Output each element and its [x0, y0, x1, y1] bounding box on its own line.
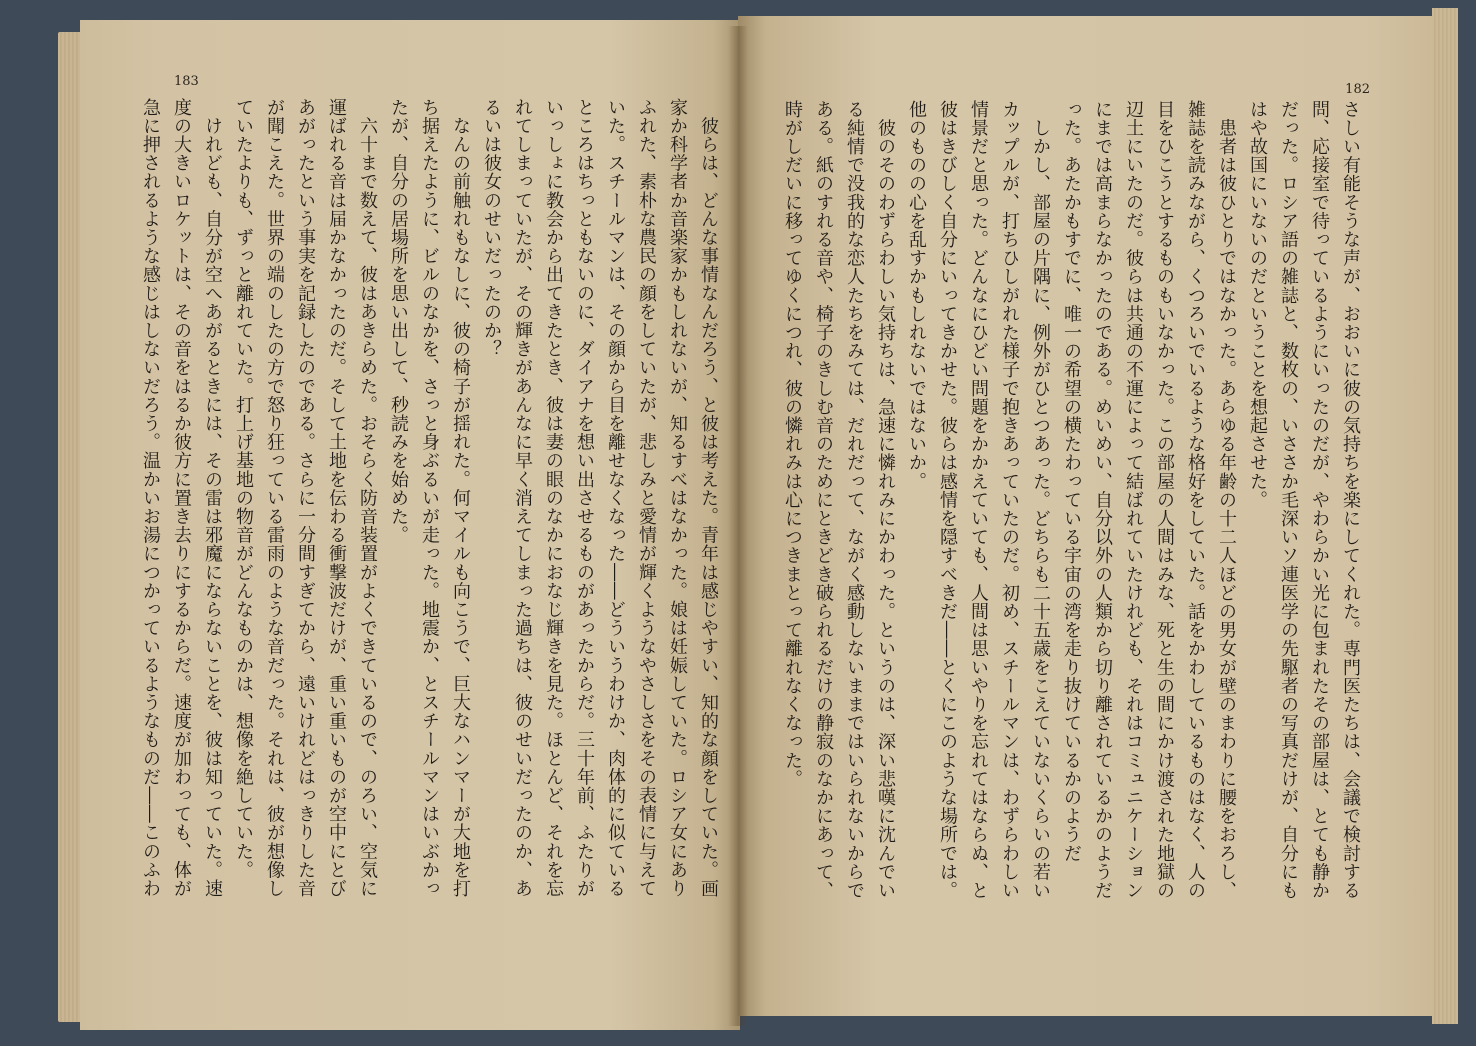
right-text-line: にまでは高まらなかったのである。めいめい、自分以外の人類から切り離されているかのようだ: [1092, 100, 1113, 900]
right-text-line: 彼のそのわずらわしい気持ちは、急速に憐れみにかわった。というのは、深い悲嘆に沈んでい: [875, 100, 896, 900]
right-text-line: だった。ロシア語の雑誌と、数枚の、いささか毛深いソ連医学の先駆者の写真だけが、自分にも: [1278, 100, 1299, 900]
right-text-line: 時がしだいに移ってゆくにつれ、彼の憐れみは心につきまとって離れなくなった。: [782, 100, 803, 789]
left-text-line: 家か科学者か音楽家かもしれないが、知るすべはなかった。娘は妊娠していた。ロシア女にあり: [667, 98, 688, 898]
left-text-line: けれども、自分が空へあがるときには、その雷は邪魔にならないことを、彼は知っていた。速: [202, 98, 223, 898]
right-text-line: しかし、部屋の片隅に、例外がひとつあった。どちらも二十五歳をこえていないくらいの若い: [1030, 100, 1051, 900]
left-text-line: が聞こえた。世界の端のしたの方で怒り狂っている雷雨のような音だった。それは、彼が想像し: [264, 98, 285, 898]
left-text-line: 六十まで数えて、彼はあきらめた。おそらく防音装置がよくできているので、のろい、空気に: [357, 98, 378, 898]
right-text-line: った。あたかもすでに、唯一の希望の横たわっている宇宙の湾を走り抜けているかのようだ: [1061, 100, 1082, 863]
left-text-line: ていたよりも、ずっと離れていた。打上げ基地の物音がどんなものかは、想像を絶していた。: [233, 98, 254, 880]
left-text-line: たが、自分の居場所を思い出して、秒読みを始めた。: [388, 98, 409, 545]
right-text-line: さしい有能そうな声が、おおいに彼の気持ちを楽にしてくれた。専門医たちは、会議で検討する: [1340, 100, 1361, 900]
right-text-line: 雑誌を読みながら、くつろいでいるような格好をしていた。話をかわしているものはなく、人の: [1185, 100, 1206, 900]
left-page: [80, 20, 740, 1030]
right-text-line: る純情で没我的な恋人たちをみては、だれだって、ながく感動しないままではいられないからで: [844, 100, 865, 900]
left-page-text: [140, 98, 724, 1018]
left-text-line: 度の大きいロケットは、その音をはるか彼方に置き去りにするからだ。速度が加わっても、体が: [171, 98, 192, 898]
right-page: [738, 16, 1434, 1016]
right-text-line: 問、応接室で待っているようにいったのだが、やわらかい光に包まれたその部屋は、とても静か: [1309, 100, 1330, 900]
left-text-line: ところはちっともないのに、ダイアナを想い出させるものがあったからだ。三十年前、ふたりが: [574, 98, 595, 898]
right-text-line: 目をひこうとするものもいなかった。この部屋の人間はみな、死と生の間にかけ渡された地獄の: [1154, 100, 1175, 900]
left-text-line: いた。スチールマンは、その顔から目を離せなくなった――どういうわけか、肉体的に似ている: [605, 98, 626, 898]
right-text-line: 辺土にいたのだ。彼らは共通の不運によって結ばれていたけれども、それはコミュニケーション: [1123, 100, 1144, 900]
left-text-line: なんの前触れもなしに、彼の椅子が揺れた。何マイルも向こうで、巨大なハンマーが大地を打: [450, 98, 471, 898]
right-text-line: カップルが、打ちひしがれた様子で抱きあっていたのだ。初め、スチールマンは、わずらわしい: [999, 100, 1020, 900]
left-text-line: 運ばれる音は届かなかったのだ。そして土地を伝わる衝撃波だけが、重い重いものが空中にとび: [326, 98, 347, 898]
left-text-line: るいは彼女のせいだったのか？: [481, 98, 502, 359]
right-text-line: 患者は彼ひとりではなかった。あらゆる年齢の十二人ほどの男女が壁のまわりに腰をおろし、: [1216, 100, 1237, 900]
left-text-line: 急に押されるような感じはしないだろう。温かいお湯につかっているようなものだ――このふわ: [140, 98, 161, 898]
page-edge-right: [1432, 8, 1458, 1024]
right-text-line: 彼はきびしく自分にいってきかせた。彼らは感情を隠すべきだ――とくにこのような場所では。: [937, 100, 958, 900]
left-text-line: 彼らは、どんな事情なんだろう、と彼は考えた。青年は感じやすい、知的な顔をしていた。画: [698, 98, 719, 898]
page-number-right: 182: [1345, 82, 1370, 97]
book-gutter: [728, 26, 748, 1026]
right-page-text: [782, 100, 1366, 1000]
left-text-line: あがったという事実を記録したのである。さらに一分間すぎてから、遠いけれどはっきりした音: [295, 98, 316, 898]
right-text-line: ある。紙のすれる音や、椅子のきしむ音のためにときどき破られるだけの静寂のなかにあって、: [813, 100, 834, 900]
right-text-line: 情景だと思った。どんなにひどい問題をかかえていても、人間は思いやりを忘れてはならぬ、と: [968, 100, 989, 900]
right-text-line: はや故国にいないのだということを想起させた。: [1247, 100, 1268, 510]
left-text-line: いっしょに教会から出てきたとき、彼は妻の眼のなかにおなじ輝きを見た。ほとんど、それを忘: [543, 98, 564, 898]
left-text-line: ふれた、素朴な農民の顔をしていたが、悲しみと愛情が輝くようなやさしさをその表情に与えて: [636, 98, 657, 898]
right-text-line: 他のものの心を乱すかもしれないではないか。: [906, 100, 927, 491]
open-book: [58, 6, 1458, 1032]
left-text-line: ち据えたように、ビルのなかを、さっと身ぶるいが走った。地震か、とスチールマンはいぶかっ: [419, 98, 440, 898]
left-text-line: れてしまっていたが、その輝きがあんなに早く消えてしまった過ちは、彼のせいだったのか、あ: [512, 98, 533, 898]
page-number-left: 183: [174, 74, 199, 89]
